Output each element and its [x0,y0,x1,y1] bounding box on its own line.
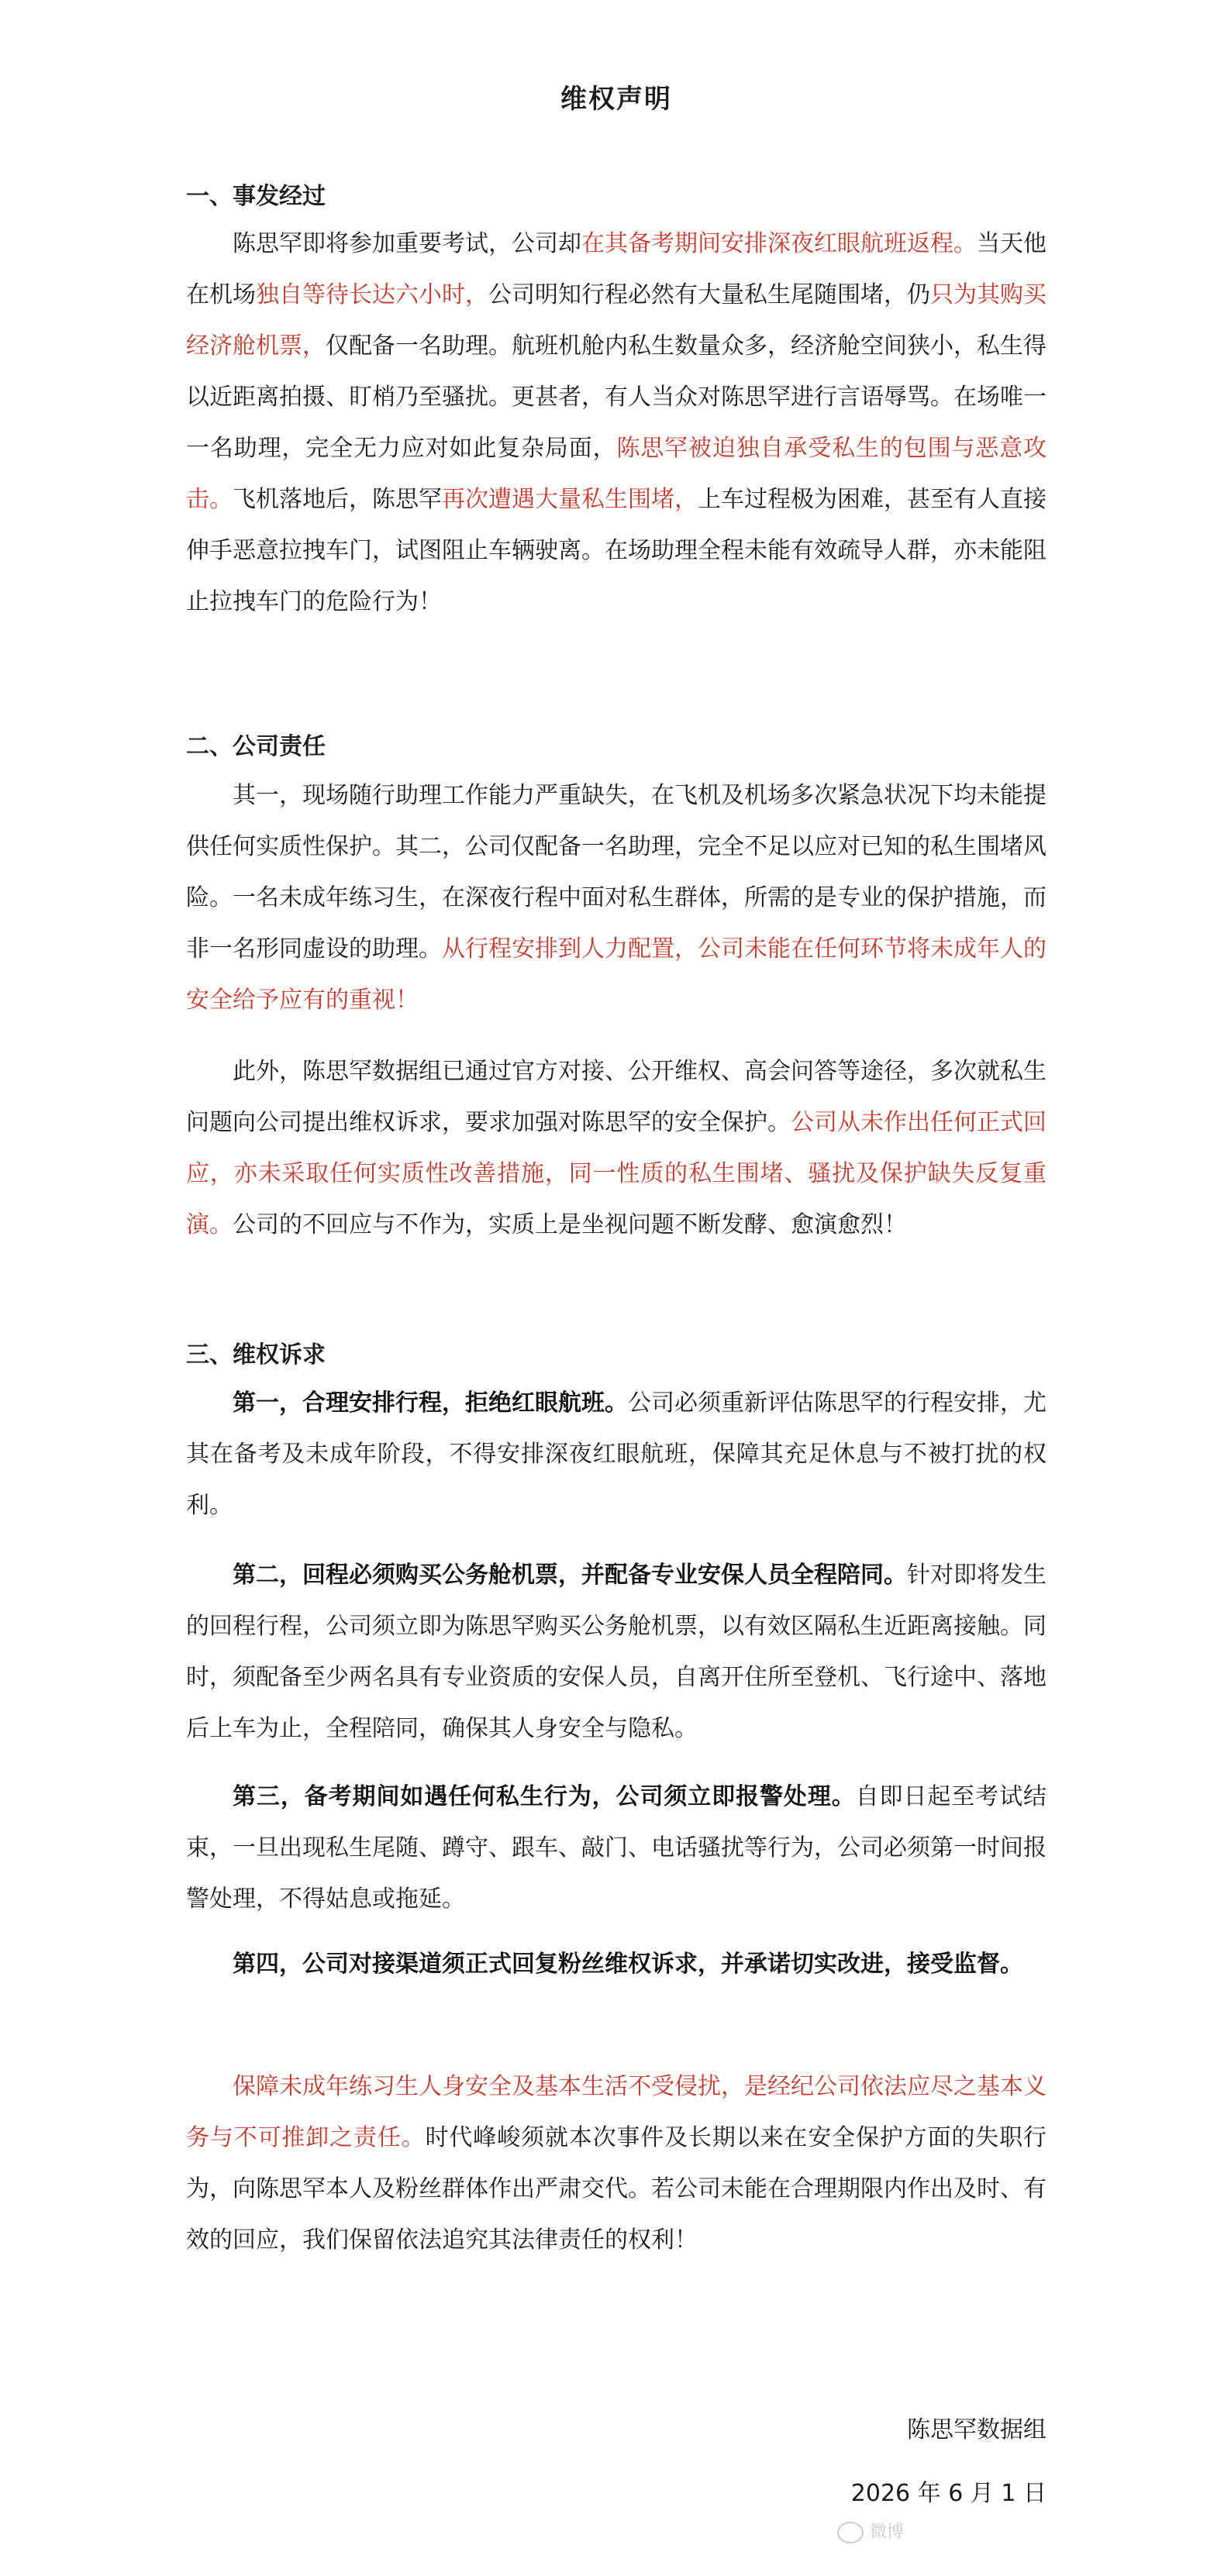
signature-date: 2026 年 6 月 1 日 [850,2480,1047,2507]
highlight-text: 从行程安排到人力配置，公司未能在任何环节将未成年人的安全给予应有的重视！ [186,935,1047,1014]
body-text: 飞机落地后，陈思罕 [233,486,442,513]
paragraph [186,770,1047,1026]
closing-paragraph [186,2061,1047,2266]
weibo-watermark [837,2519,904,2543]
demand-paragraph [186,1939,1047,1990]
body-text: 仅配备一名助理。航班机舱内私生数量众多，经济舱空间狭小，私生得以近距离拍摄、盯梢乃至骚扰。更甚者，有人当众对陈思罕进行言语辱骂。在场唯一一名助理，完全无力应对如此复杂局面， [186,332,1047,462]
body-text: 陈思罕即将参加重要考试，公司却 [233,230,581,257]
demand-paragraph [186,1550,1047,1755]
bold-text: 第四，公司对接渠道须正式回复粉丝维权诉求，并承诺切实改进，接受监督。 [233,1951,1023,1978]
watermark-text: 微博 [870,2523,905,2542]
document-title: 维权声明 [560,84,672,115]
signature-org: 陈思罕数据组 [907,2416,1047,2443]
highlight-text: 只为其购买经济舱机票， [186,281,1047,360]
demand-paragraph [186,1378,1047,1531]
body-text: 上车过程极为困难，甚至有人直接伸手恶意拉拽车门，试图阻止车辆驶离。在场助理全程未能有效疏导人群，亦未能阻止拉拽车门的危险行为！ [186,486,1047,615]
highlight-text: 独自等待长达六小时， [256,281,488,308]
section-heading-incident: 一、事发经过 [186,183,326,210]
bold-text: 第一，合理安排行程，拒绝红眼航班。 [233,1390,628,1417]
bold-text: 第三，备考期间如遇任何私生行为，公司须立即报警处理。 [233,1783,856,1810]
highlight-text: 陈思罕被迫独自承受私生的包围与恶意攻击。 [186,435,1047,513]
highlight-text: 在其备考期间安排深夜红眼航班返程。 [581,230,977,257]
body-text: 公司的不回应与不作为，实质上是坐视问题不断发酵、愈演愈烈！ [233,1211,907,1238]
paragraph [186,219,1047,628]
demand-paragraph [186,1772,1047,1925]
highlight-text: 再次遭遇大量私生围堵， [442,486,698,513]
body-text: 此外，陈思罕数据组已通过官方对接、公开维权、高会问答等途径，多次就私生问题向公司提出维权诉求，要求加强对陈思罕的安全保护。 [186,1058,1047,1136]
weibo-logo-icon [837,2522,864,2543]
bold-text: 第二，回程必须购买公务舱机票，并配备专业安保人员全程陪同。 [233,1562,907,1589]
body-text: 自即日起至考试结束，一旦出现私生尾随、蹲守、跟车、敲门、电话骚扰等行为，公司必须第一时间报警处理，不得姑息或拖延。 [186,1783,1047,1913]
highlight-text: 公司从未作出任何正式回应，亦未采取任何实质性改善措施，同一性质的私生围堵、骚扰及保护缺失反复重演。 [186,1109,1047,1238]
body-text: 公司必须重新评估陈思罕的行程安排，尤其在备考及未成年阶段，不得安排深夜红眼航班，保障其充足休息与不被打扰的权利。 [186,1390,1047,1519]
body-text: 时代峰峻须就本次事件及长期以来在安全保护方面的失职行为，向陈思罕本人及粉丝群体作出严肃交代。若公司未能在合理期限内作出及时、有效的回应，我们保留依法追究其法律责任的权利！ [186,2124,1047,2254]
body-text: 针对即将发生的回程行程，公司须立即为陈思罕购买公务舱机票，以有效区隔私生近距离接触。同时，须配备至少两名具有专业资质的安保人员，自离开住所至登机、飞行途中、落地后上车为止，全程陪同，确保其人身安全与隐私。 [186,1562,1047,1742]
section-heading-demands: 三、维权诉求 [186,1341,326,1369]
highlight-text: 保障未成年练习生人身安全及基本生活不受侵扰，是经纪公司依法应尽之基本义务与不可推卸之责任。 [186,2073,1047,2151]
paragraph [186,1046,1047,1251]
body-text: 当天他在机场 [186,230,1047,308]
body-text: 其一，现场随行助理工作能力严重缺失，在飞机及机场多次紧急状况下均未能提供任何实质性保护。其二，公司仅配备一名助理，完全不足以应对已知的私生围堵风险。一名未成年练习生，在深夜行程中面对私生群体，所需的是专业的保护措施，而非一名形同虚设的助理。 [186,782,1047,963]
section-heading-responsibility: 二、公司责任 [186,733,326,760]
body-text: 公司明知行程必然有大量私生尾随围堵，仍 [488,281,930,308]
